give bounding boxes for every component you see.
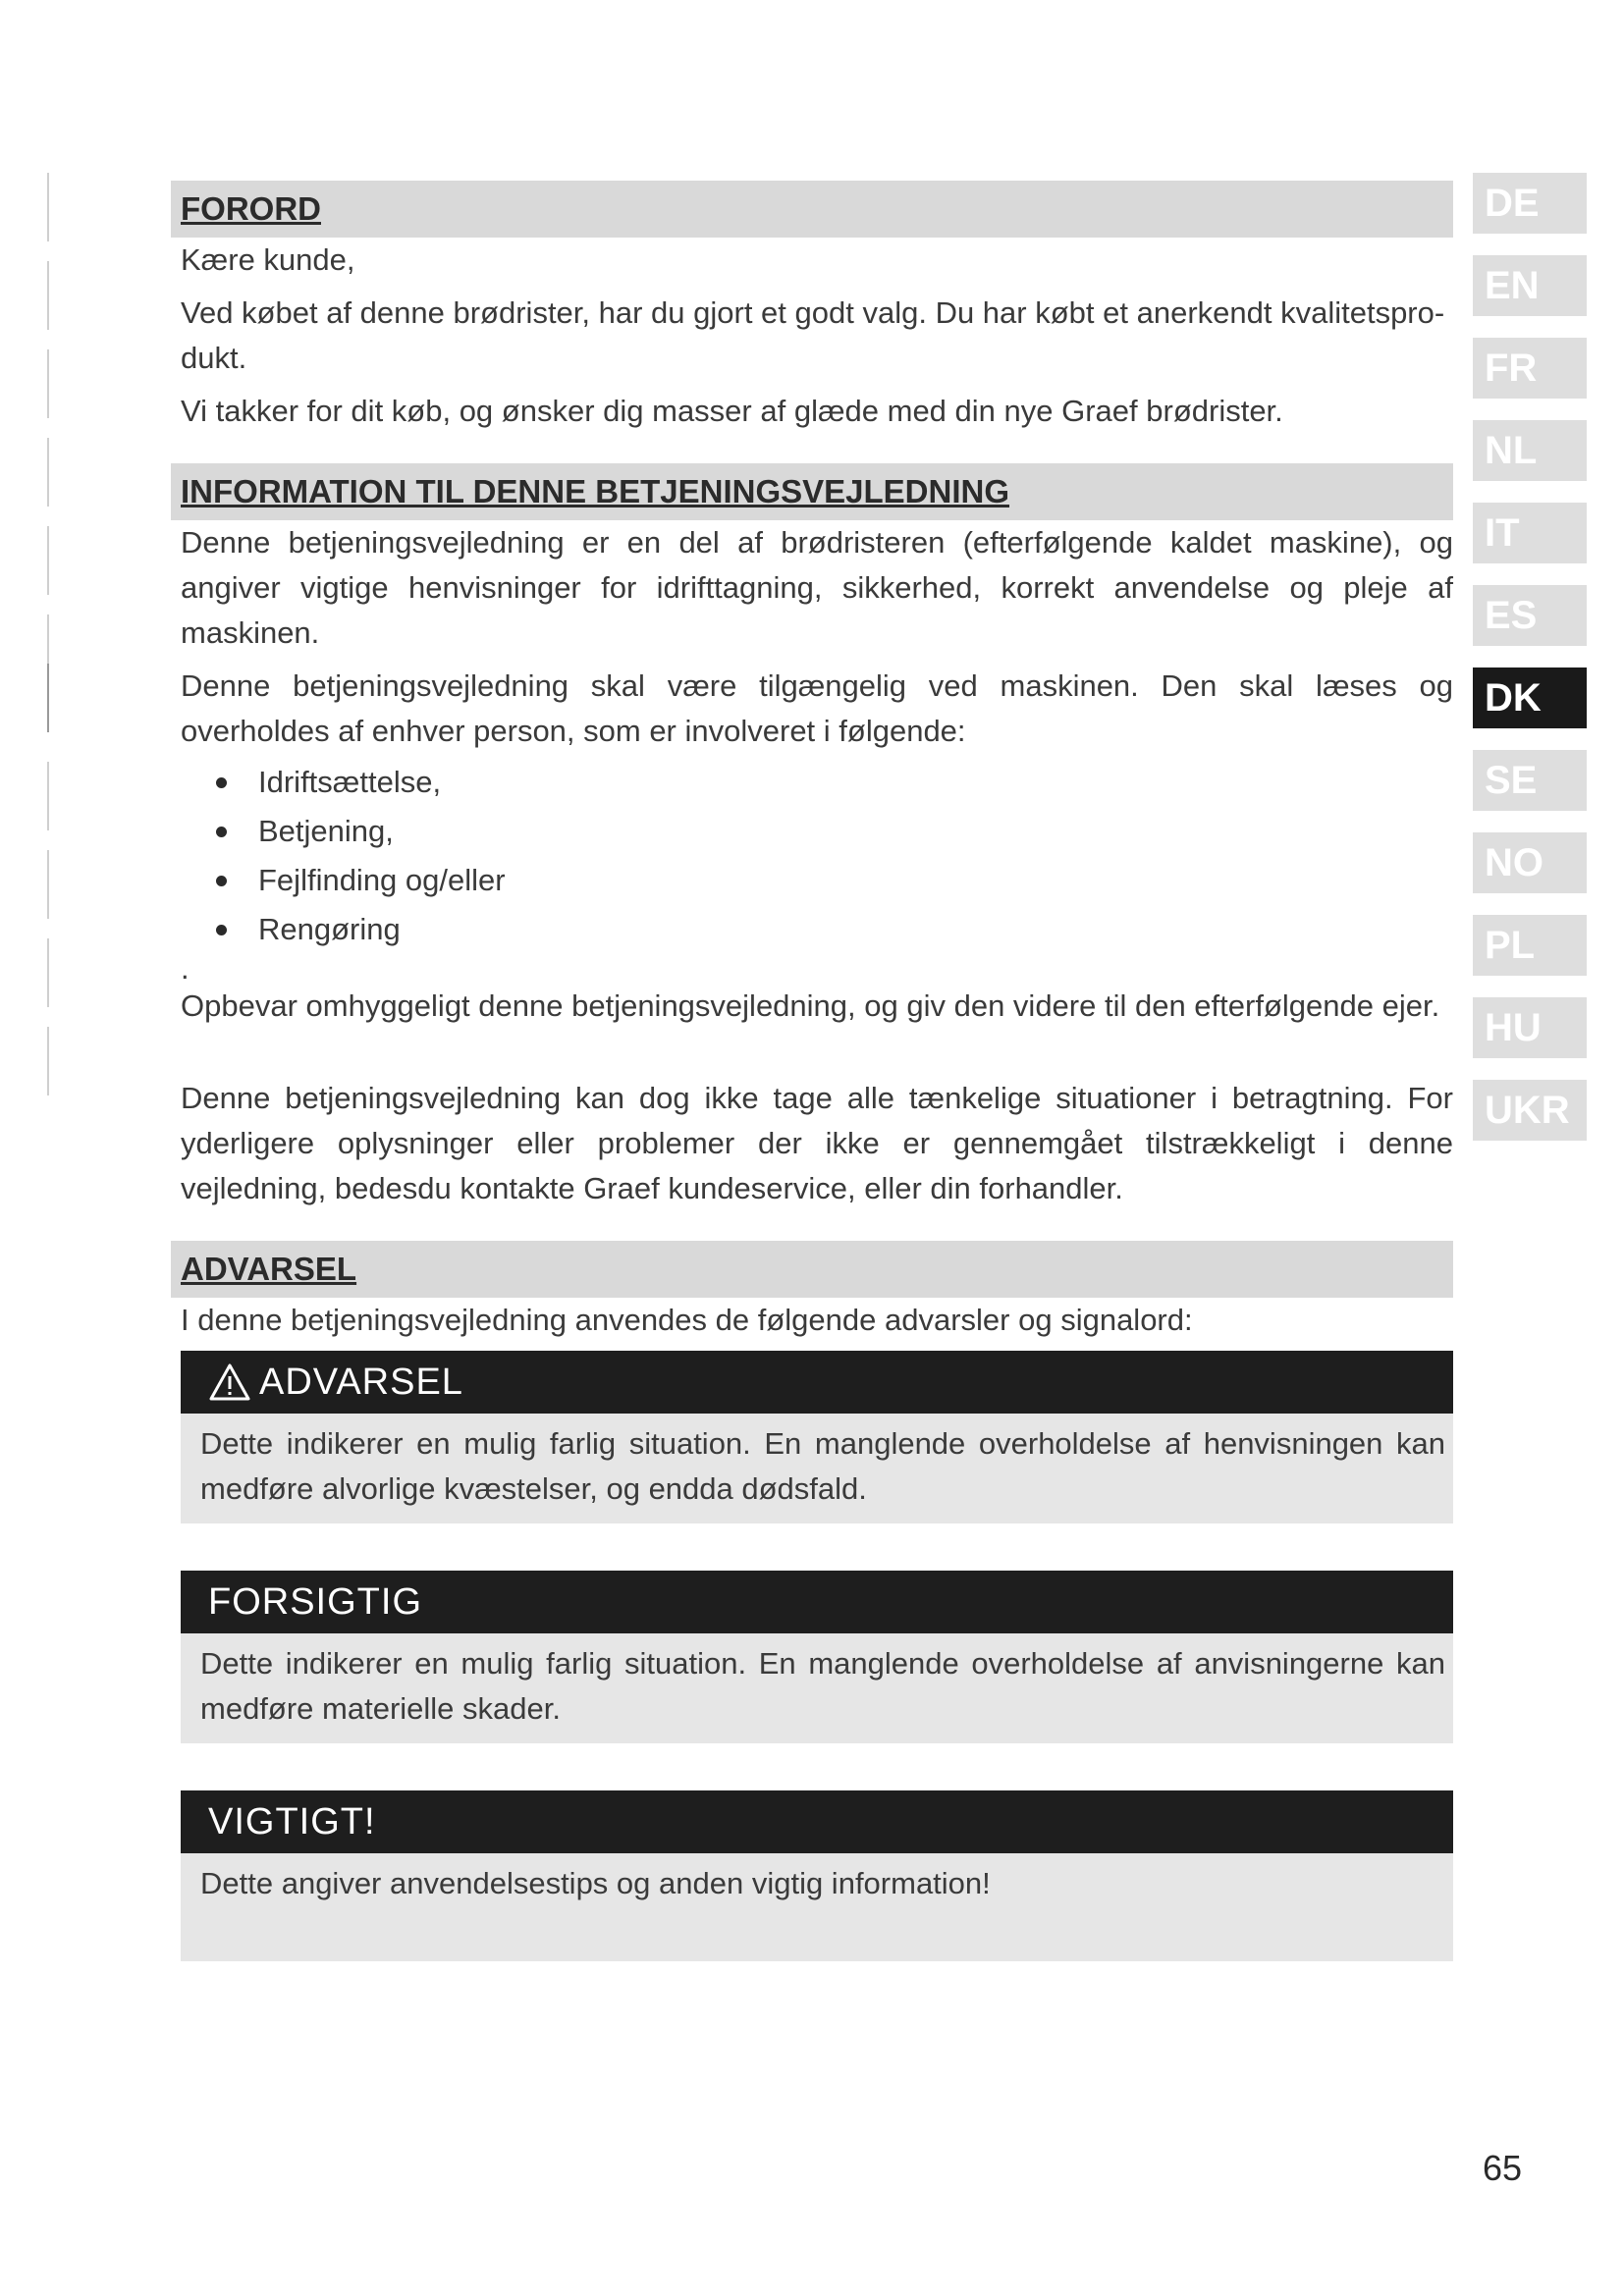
list-item: Fejlfinding og/eller <box>181 856 1453 905</box>
page-content <box>171 181 1453 1961</box>
caution-notice-header <box>181 1571 1453 1633</box>
bullet-icon <box>216 876 227 886</box>
information-paragraph-3: Opbevar omhyggeligt denne betjeningsvejledning, og giv den videre til den efterfølgende ejer. <box>181 988 1440 1023</box>
page-edge-marks <box>47 173 51 1145</box>
language-tab-fr[interactable]: FR <box>1473 338 1587 399</box>
advarsel-intro: I denne betjeningsvejledning anvendes de følgende advarsler og signalord: <box>181 1303 1193 1337</box>
caution-notice-title: FORSIGTIG <box>208 1580 422 1623</box>
list-item: Betjening, <box>181 807 1453 856</box>
important-notice-title: VIGTIGT! <box>208 1800 376 1842</box>
language-tab-hu[interactable]: HU <box>1473 997 1587 1058</box>
warning-triangle-icon <box>208 1362 251 1402</box>
section-heading-forord: FORORD <box>171 181 1453 238</box>
language-tab-dk[interactable]: DK <box>1473 667 1587 728</box>
list-item: Idriftsættelse, <box>181 758 1453 807</box>
involvement-list <box>171 758 1453 954</box>
warning-notice-title: ADVARSEL <box>259 1361 463 1403</box>
forord-paragraph-2: Vi takker for dit køb, og ønsker dig masser af glæde med din nye Graef brødrister. <box>181 394 1283 428</box>
language-tab-pl[interactable]: PL <box>1473 915 1587 976</box>
caution-notice-text: Dette indikerer en mulig farlig situation. En manglende overholdelse af anvisningerne kan medføre materielle skader. <box>181 1633 1453 1743</box>
stray-dot: . <box>181 951 189 986</box>
language-tab-ukr[interactable]: UKR <box>1473 1080 1587 1141</box>
section-heading-advarsel: ADVARSEL <box>171 1241 1453 1298</box>
warning-notice-text: Dette indikerer en mulig farlig situation. En manglende overholdelse af henvisningen kan medføre alvorlige kvæstelser, og endda dødsfald. <box>181 1414 1453 1523</box>
bullet-icon <box>216 777 227 788</box>
important-notice <box>181 1790 1453 1961</box>
language-tab-se[interactable]: SE <box>1473 750 1587 811</box>
information-paragraph-2: Denne betjeningsvejledning skal være tilgængelig ved maskinen. Den skal læses og overholdes af enhver person, som er involveret i følgende: <box>181 668 1453 748</box>
section-heading-information: INFORMATION TIL DENNE BETJENINGSVEJLEDNING <box>171 463 1453 520</box>
information-paragraph-1: Denne betjeningsvejledning er en del af brødristeren (efterfølgende kaldet maskine), og angiver vigtige henvisninger for idrifttagning, sikkerhed, korrekt anvendelse og pleje af maskinen. <box>181 525 1453 650</box>
language-tab-de[interactable]: DE <box>1473 173 1587 234</box>
forord-paragraph-1: Ved købet af denne brødrister, har du gjort et godt valg. Du har købt et anerkendt kvalitetspro-dukt. <box>181 295 1445 375</box>
language-tab-en[interactable]: EN <box>1473 255 1587 316</box>
warning-notice <box>181 1351 1453 1523</box>
page-number: 65 <box>1483 2148 1523 2188</box>
list-item: Rengøring <box>181 905 1453 954</box>
bullet-icon <box>216 925 227 935</box>
warning-notice-header <box>181 1351 1453 1414</box>
language-tab-no[interactable]: NO <box>1473 832 1587 893</box>
information-paragraph-4: Denne betjeningsvejledning kan dog ikke tage alle tænkelige situationer i betragtning. For yderligere oplysninger eller problemer der ikke er gennemgået tilstrækkeligt i denne vejledning, bedesdu kontakte Graef kundeservice, eller din forhandler. <box>181 1081 1453 1205</box>
language-tab-nl[interactable]: NL <box>1473 420 1587 481</box>
important-notice-text: Dette angiver anvendelsestips og anden vigtig information! <box>181 1853 1453 1961</box>
caution-notice <box>181 1571 1453 1743</box>
salutation: Kære kunde, <box>181 242 355 277</box>
important-notice-header <box>181 1790 1453 1853</box>
bullet-icon <box>216 827 227 837</box>
language-tab-it[interactable]: IT <box>1473 503 1587 563</box>
language-tab-es[interactable]: ES <box>1473 585 1587 646</box>
